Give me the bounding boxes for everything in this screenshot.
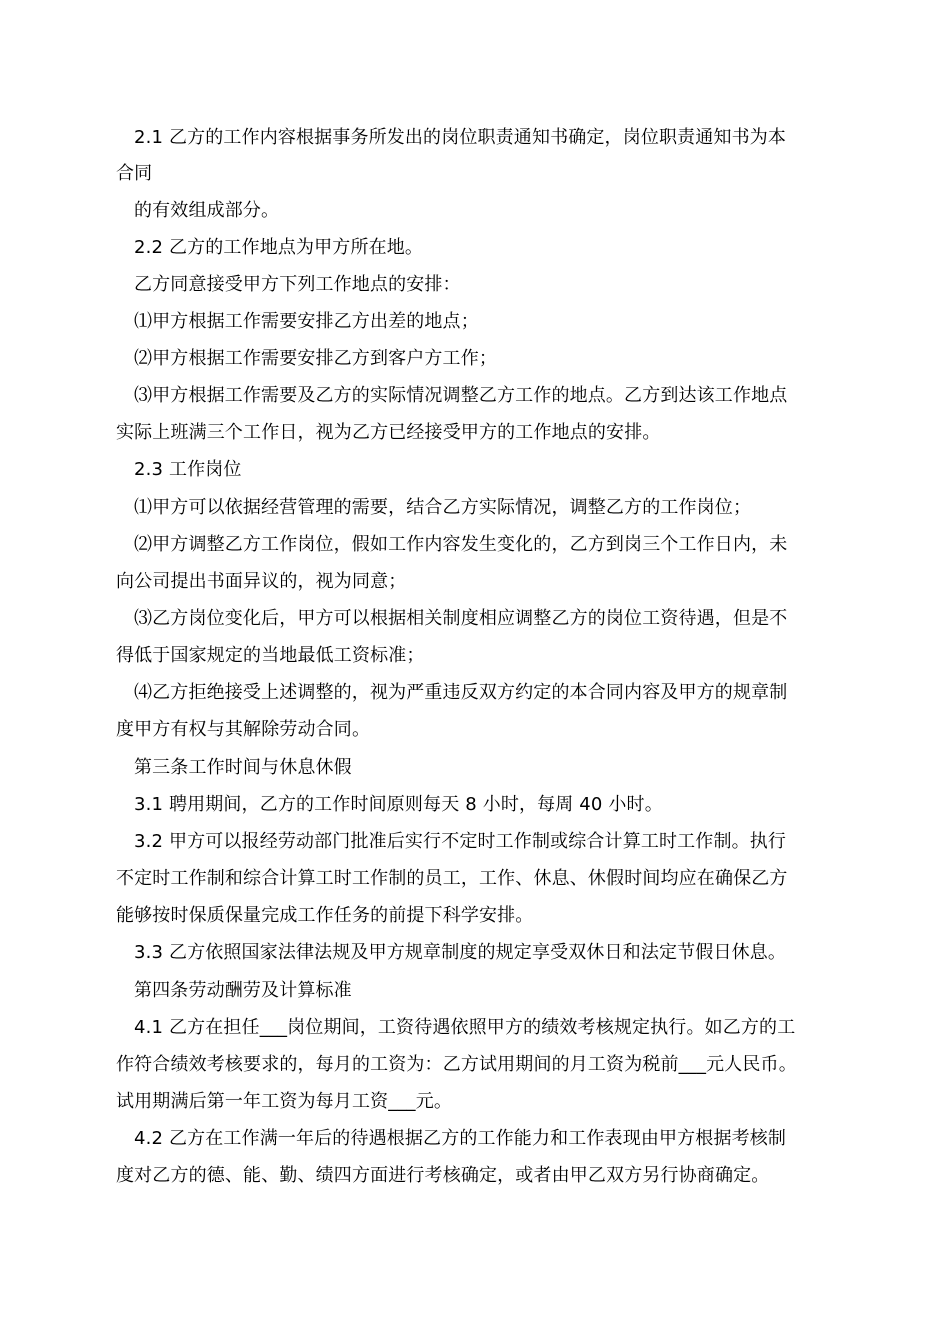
- list-item: ⑵甲方调整乙方工作岗位，假如工作内容发生变化的，乙方到岗三个工作日内，未: [134, 534, 788, 555]
- paragraph-line: 作符合绩效考核要求的，每月的工资为：乙方试用期间的月工资为税前___元人民币。: [116, 1054, 797, 1075]
- paragraph-line: 合同: [116, 163, 153, 184]
- paragraph-line: 试用期满后第一年工资为每月工资___元。: [116, 1091, 452, 1112]
- paragraph-line: 4.2 乙方在工作满一年后的待遇根据乙方的工作能力和工作表现由甲方根据考核制: [134, 1128, 787, 1149]
- paragraph-line: 3.1 聘用期间，乙方的工作时间原则每天 8 小时，每周 40 小时。: [134, 794, 663, 815]
- list-item: ⑶甲方根据工作需要及乙方的实际情况调整乙方工作的地点。乙方到达该工作地点: [134, 385, 788, 406]
- list-item: ⑴甲方根据工作需要安排乙方出差的地点；: [134, 311, 479, 332]
- paragraph-line: 的有效组成部分。: [134, 200, 280, 221]
- paragraph-line: 度甲方有权与其解除劳动合同。: [116, 719, 371, 740]
- paragraph-line: 能够按时保质保量完成工作任务的前提下科学安排。: [116, 905, 534, 926]
- paragraph-line: 不定时工作制和综合计算工时工作制的员工，工作、休息、休假时间均应在确保乙方: [116, 868, 788, 889]
- list-item: ⑴甲方可以依据经营管理的需要，结合乙方实际情况，调整乙方的工作岗位；: [134, 497, 752, 518]
- paragraph-line: 3.3 乙方依照国家法律法规及甲方规章制度的规定享受双休日和法定节假日休息。: [134, 942, 787, 963]
- paragraph-line: 2.2 乙方的工作地点为甲方所在地。: [134, 237, 424, 258]
- paragraph-line: 4.1 乙方在担任___岗位期间，工资待遇依照甲方的绩效考核规定执行。如乙方的工: [134, 1017, 796, 1038]
- article-heading: 第四条劳动酬劳及计算标准: [134, 980, 352, 1001]
- paragraph-line: 向公司提出书面异议的，视为同意；: [116, 571, 407, 592]
- paragraph-line: 乙方同意接受甲方下列工作地点的安排：: [134, 274, 461, 295]
- list-item: ⑶乙方岗位变化后，甲方可以根据相关制度相应调整乙方的岗位工资待遇，但是不: [134, 608, 788, 629]
- paragraph-line: 2.1 乙方的工作内容根据事务所发出的岗位职责通知书确定，岗位职责通知书为本: [134, 127, 787, 148]
- list-item: ⑷乙方拒绝接受上述调整的，视为严重违反双方约定的本合同内容及甲方的规章制: [134, 682, 788, 703]
- paragraph-line: 度对乙方的德、能、勤、绩四方面进行考核确定，或者由甲乙双方另行协商确定。: [116, 1165, 770, 1186]
- paragraph-line: 得低于国家规定的当地最低工资标准；: [116, 645, 425, 666]
- paragraph-line: 实际上班满三个工作日，视为乙方已经接受甲方的工作地点的安排。: [116, 422, 661, 443]
- section-heading: 2.3 工作岗位: [134, 459, 242, 480]
- paragraph-line: 3.2 甲方可以报经劳动部门批准后实行不定时工作制或综合计算工时工作制。执行: [134, 831, 787, 852]
- article-heading: 第三条工作时间与休息休假: [134, 757, 352, 778]
- list-item: ⑵甲方根据工作需要安排乙方到客户方工作；: [134, 348, 497, 369]
